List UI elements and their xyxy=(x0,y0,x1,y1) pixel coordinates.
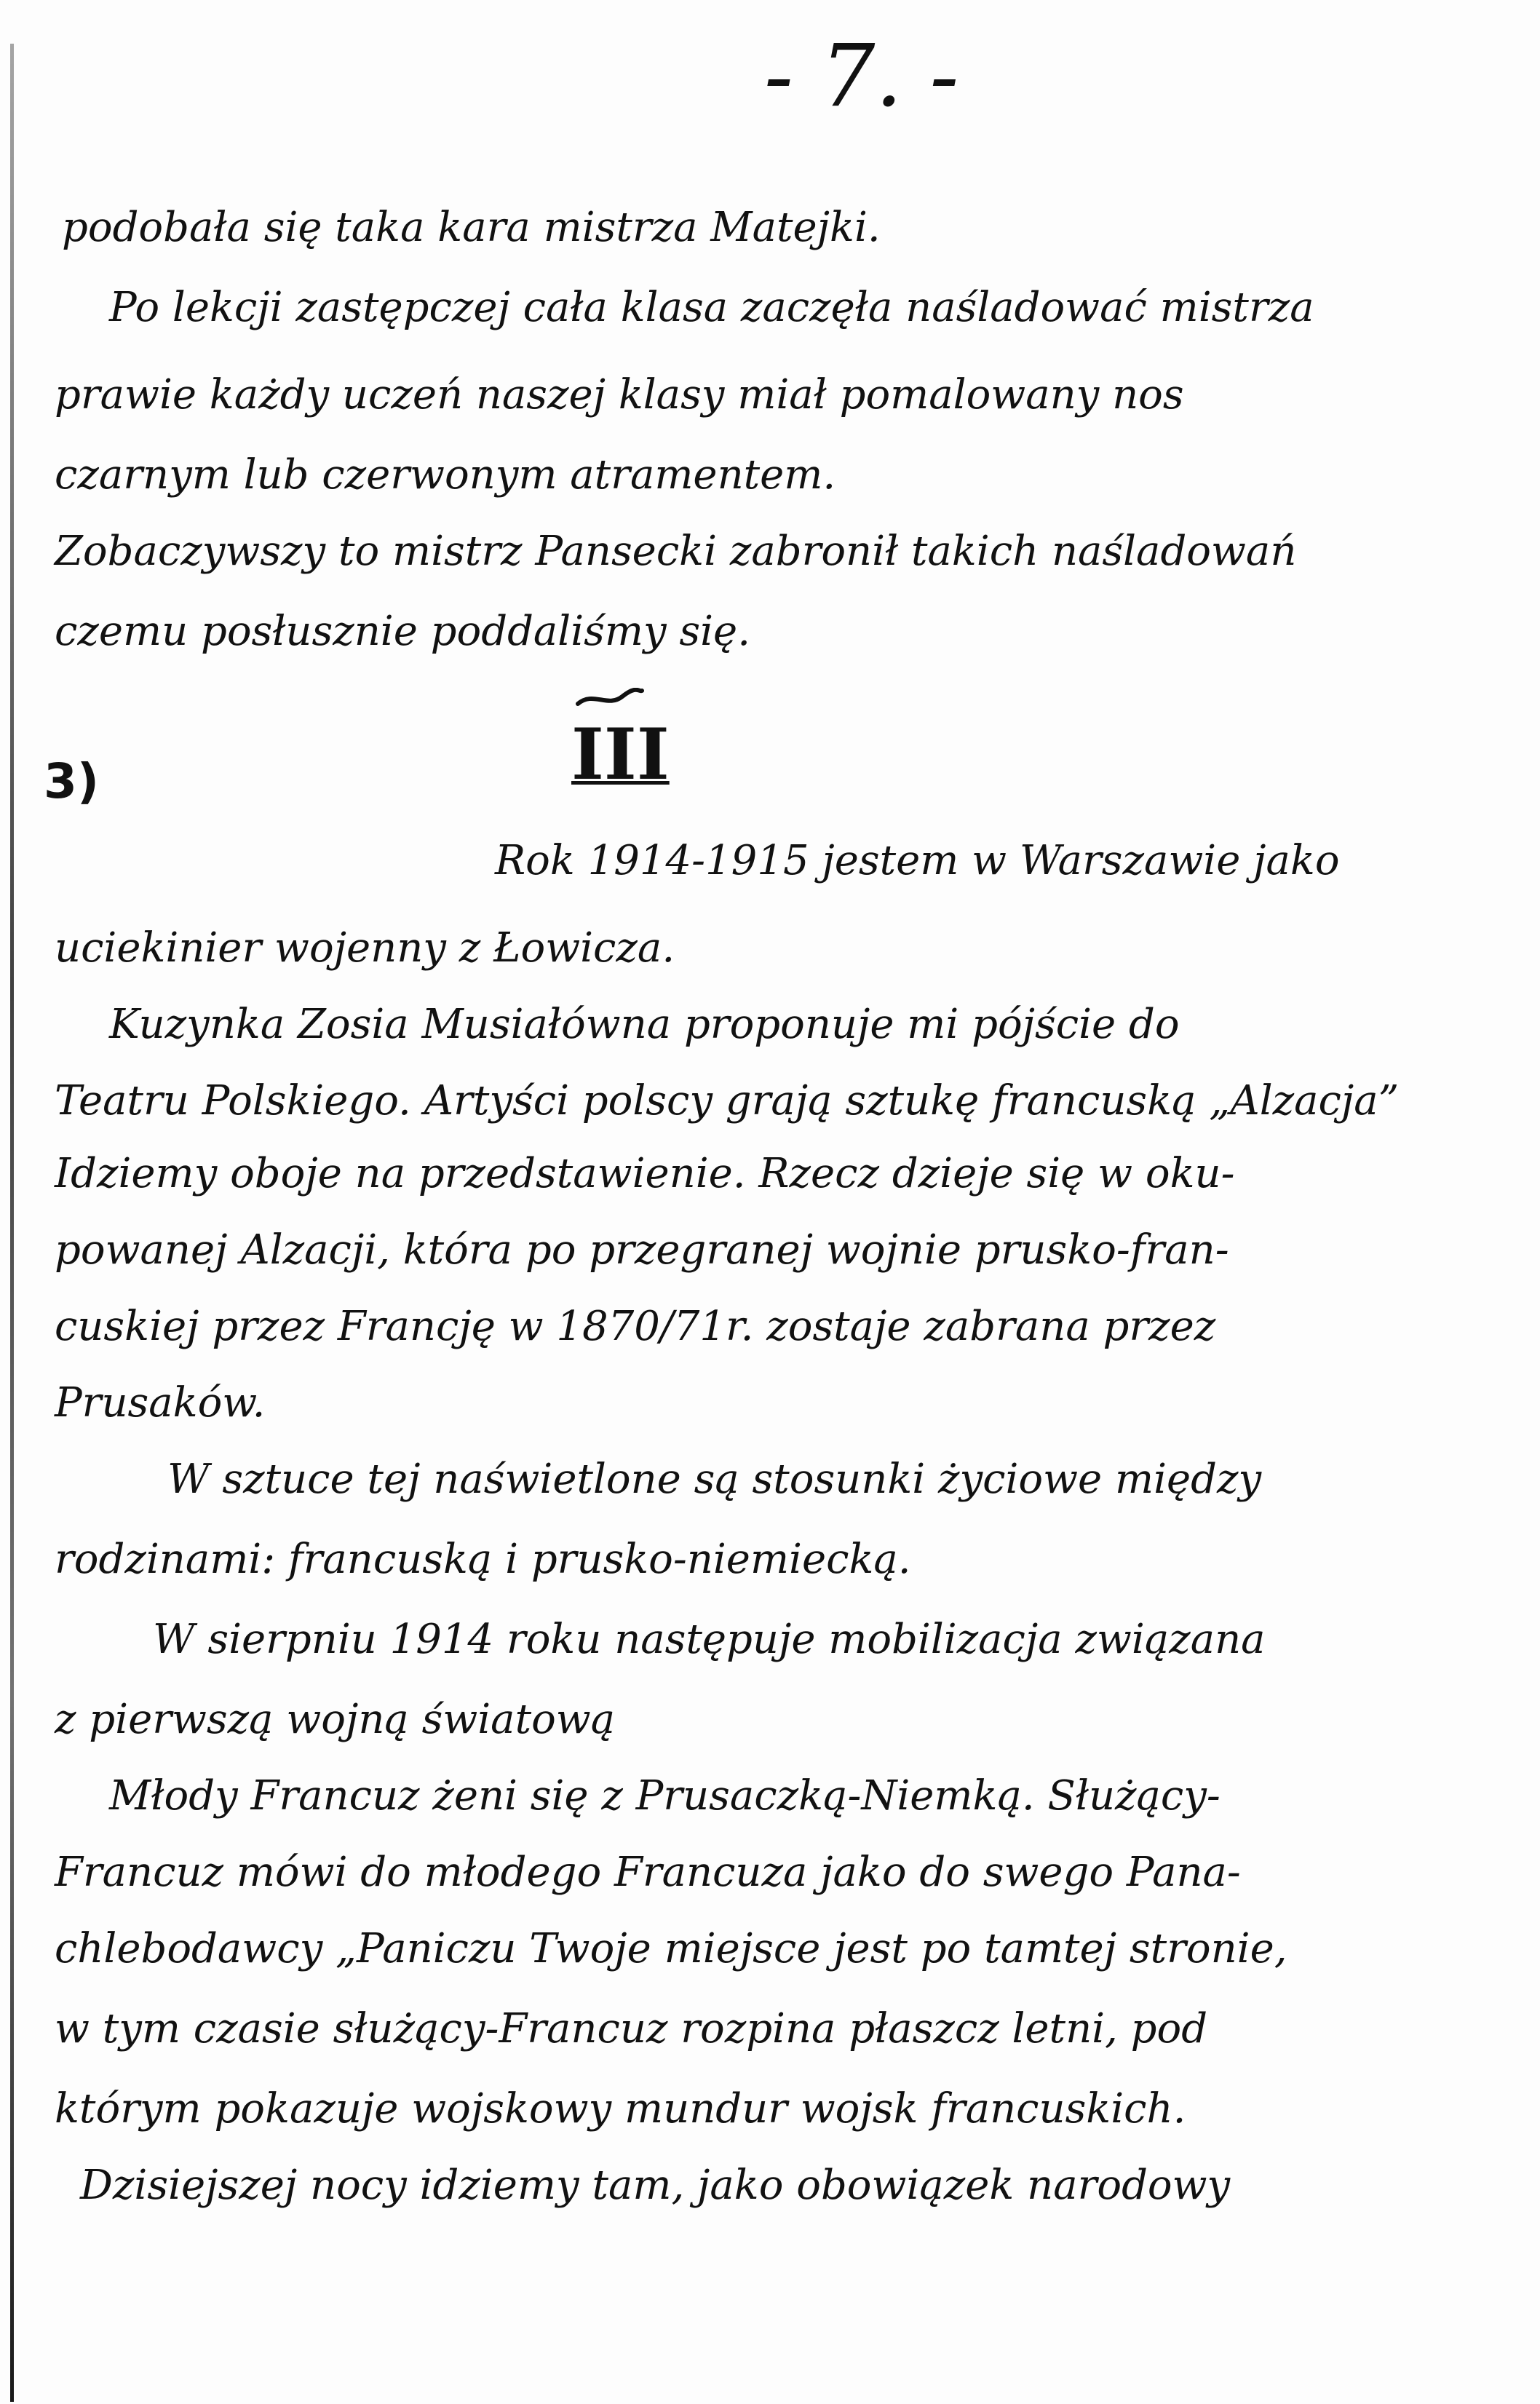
text-line: W sztuce tej naświetlone są stosunki życiowe między xyxy=(167,1456,1262,1503)
text-line: w tym czasie służący-Francuz rozpina płaszcz letni, pod xyxy=(55,2005,1208,2052)
left-margin-rule xyxy=(10,44,14,2402)
text-line: czemu posłusznie poddaliśmy się. xyxy=(55,608,750,655)
text-line: Rok 1914-1915 jestem w Warszawie jako xyxy=(495,837,1340,884)
text-line: cuskiej przez Francję w 1870/71r. zostaje zabrana przez xyxy=(55,1303,1216,1350)
text-line: uciekinier wojenny z Łowicza. xyxy=(55,924,675,972)
section-number: 3) xyxy=(44,753,100,809)
text-line: prawie każdy uczeń naszej klasy miał pomalowany nos xyxy=(55,371,1184,418)
text-line: Zobaczywszy to mistrz Pansecki zabronił takich naśladowań xyxy=(55,528,1297,575)
text-line: Prusaków. xyxy=(55,1379,266,1427)
text-line: W sierpniu 1914 roku następuje mobilizacja związana xyxy=(153,1616,1266,1663)
text-line: Po lekcji zastępczej cała klasa zaczęła naśladować mistrza xyxy=(109,284,1314,331)
text-line: powanej Alzacji, która po przegranej wojnie prusko-fran- xyxy=(55,1226,1229,1274)
text-line: podobała się taka kara mistrza Matejki. xyxy=(62,204,881,251)
text-line: Francuz mówi do młodego Francuza jako do swego Pana- xyxy=(55,1849,1241,1896)
text-line: Młody Francuz żeni się z Prusaczką-Niemką. Służący- xyxy=(109,1772,1221,1820)
page-number: - 7. - xyxy=(764,25,959,126)
text-line: Idziemy oboje na przedstawienie. Rzecz dzieje się w oku- xyxy=(55,1150,1235,1197)
text-line: rodzinami: francuską i prusko-niemiecką. xyxy=(55,1536,911,1583)
text-line: którym pokazuje wojskowy mundur wojsk francuskich. xyxy=(55,2085,1186,2133)
text-line: chlebodawcy „Paniczu Twoje miejsce jest po tamtej stronie, xyxy=(55,1925,1287,1972)
text-line: Kuzynka Zosia Musiałówna proponuje mi pójście do xyxy=(109,1001,1180,1048)
section-heading: III xyxy=(571,713,670,796)
heading-tilde-mark xyxy=(575,688,644,710)
text-line: z pierwszą wojną światową xyxy=(55,1696,616,1743)
text-line: czarnym lub czerwonym atramentem. xyxy=(55,451,836,499)
text-line: Teatru Polskiego. Artyści polscy grają sztukę francuską „Alzacja” xyxy=(55,1077,1400,1124)
text-line: Dzisiejszej nocy idziemy tam, jako obowiązek narodowy xyxy=(80,2162,1231,2209)
